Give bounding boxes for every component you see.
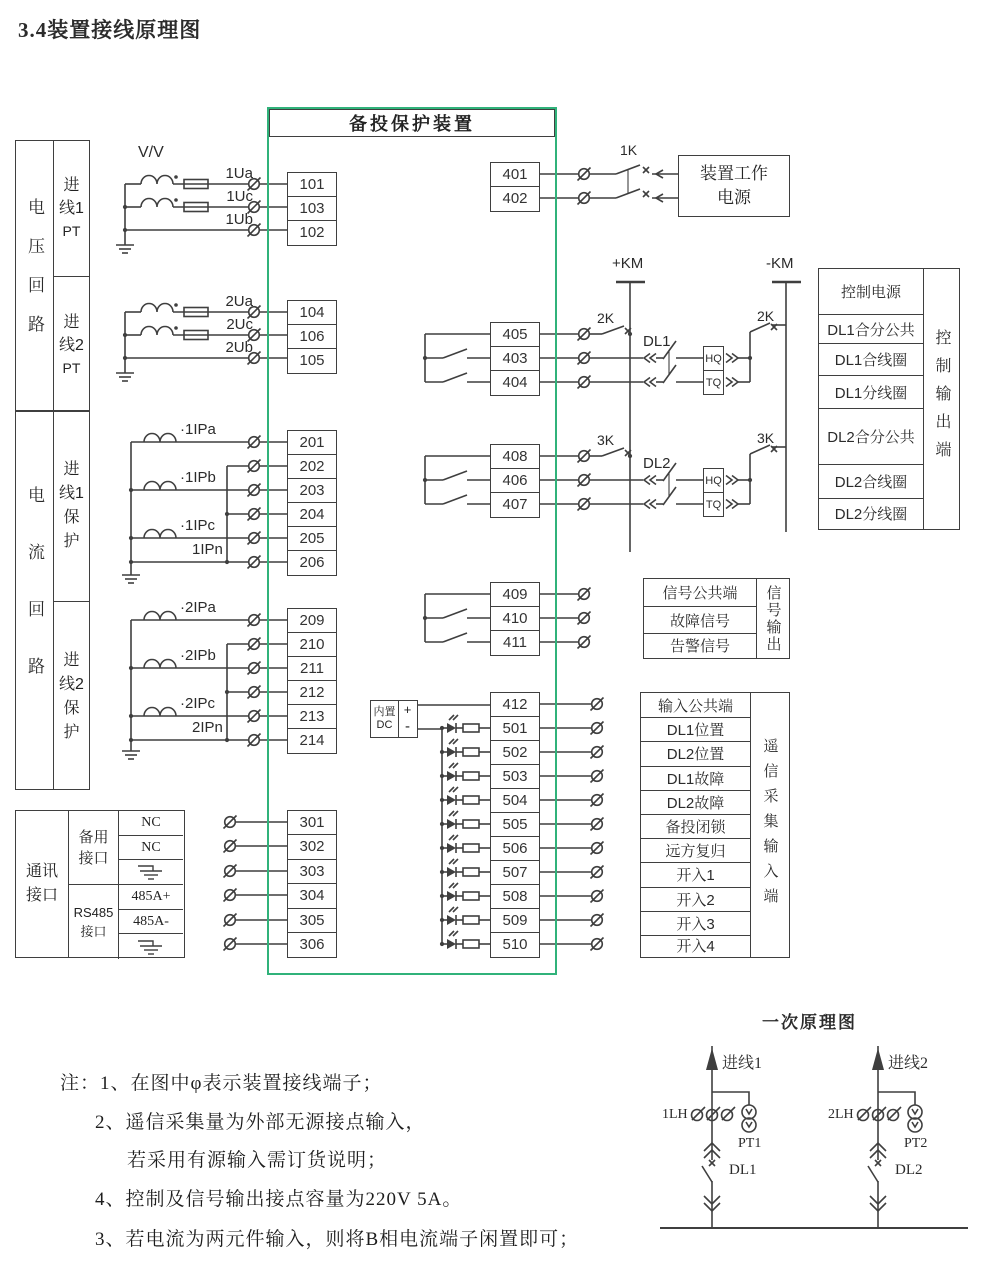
screw-terminal-icon <box>578 636 591 649</box>
switch-2k-label-right: 2K <box>757 308 775 324</box>
wire-label-1ipn: 1IPn <box>192 541 223 558</box>
wire-label-1ipc: ·1IPc <box>180 517 216 534</box>
control-row-dl1-trip: DL1分线圈 <box>819 375 923 408</box>
ct-coil-icon <box>144 434 176 443</box>
switch-3k-label-right: 3K <box>757 430 775 446</box>
control-row-dl1-close: DL1合线圈 <box>819 343 923 375</box>
terminal-405: 405 <box>490 322 540 348</box>
dc-label-line2: DC <box>376 719 393 731</box>
builtin-dc-box <box>370 700 418 738</box>
screw-terminal-icon <box>578 498 591 511</box>
terminal-506: 506 <box>490 836 540 862</box>
screw-terminal-icon <box>591 818 604 831</box>
feeder2-ct-label: 2LH <box>828 1107 854 1122</box>
remote-row-lockout: 备投闭锁 <box>641 814 750 838</box>
feeder1-ct-label: 1LH <box>662 1107 688 1122</box>
screw-terminal-icon <box>591 842 604 855</box>
control-row-dl2-trip: DL2分线圈 <box>819 498 923 528</box>
terminal-404: 404 <box>490 370 540 396</box>
switch-1k-label: 1K <box>620 142 638 158</box>
screw-terminal-icon <box>591 890 604 903</box>
device-title: 备投保护装置 <box>269 109 555 137</box>
comm-group-label: 通讯 接口 <box>16 811 69 957</box>
oneline-title: 一次原理图 <box>762 1013 857 1032</box>
screw-terminal-icon <box>248 638 261 651</box>
screw-terminal-icon <box>224 889 237 902</box>
dc-label-line1: 内置 <box>373 706 396 718</box>
screw-terminal-icon <box>248 614 261 627</box>
current-row-1: 进 线1 保 护 <box>59 461 84 550</box>
control-row-dl2-common: DL2合分公共 <box>819 408 923 464</box>
current-group-table <box>15 410 90 790</box>
switch-2k-label: 2K <box>597 310 615 326</box>
dc-minus: - <box>405 718 410 735</box>
ct-coil-icon <box>144 708 176 717</box>
note-2: 2、遥信采集量为外部无源接点输入， <box>95 1112 426 1133</box>
control-row-dl2-close: DL2合线圈 <box>819 464 923 498</box>
screw-terminal-icon <box>248 508 261 521</box>
feeder-arrow-icon <box>872 1048 884 1070</box>
terminal-509: 509 <box>490 908 540 934</box>
connector-chevrons-icon <box>644 500 656 509</box>
control-output-table <box>818 268 960 530</box>
screw-terminal-icon <box>578 192 591 205</box>
pt-coil-icon <box>141 304 173 313</box>
close-coil-hq-dl1: HQ <box>703 346 724 371</box>
ground-icon <box>116 238 134 253</box>
screw-terminal-icon <box>224 938 237 951</box>
switch-3k-label: 3K <box>597 432 615 448</box>
terminal-409: 409 <box>490 582 540 608</box>
connector-chevrons-icon <box>726 476 738 485</box>
control-row-power: 控制电源 <box>840 284 901 301</box>
terminal-201: 201 <box>287 430 337 456</box>
comm-port-rs485: RS485 接口 <box>69 884 119 959</box>
comm-port-spare: 备用 接口 <box>69 811 119 884</box>
screw-terminal-icon <box>224 840 237 853</box>
screw-terminal-icon <box>248 710 261 723</box>
terminal-209: 209 <box>287 608 337 634</box>
screw-terminal-icon <box>224 865 237 878</box>
voltage-row-1: 进 线1 PT <box>59 177 84 239</box>
screw-terminal-icon <box>224 816 237 829</box>
feeder2-breaker-label: DL2 <box>895 1162 923 1178</box>
terminal-505: 505 <box>490 812 540 838</box>
note-4: 4、控制及信号输出接点容量为220V 5A。 <box>95 1189 463 1210</box>
connector-chevrons-icon <box>644 476 656 485</box>
voltage-pt1-wiring <box>116 175 288 253</box>
wire-label-2ub: 2Ub <box>225 339 253 356</box>
terminal-508: 508 <box>490 884 540 910</box>
screw-terminal-icon <box>578 328 591 341</box>
ct-coil-icon <box>144 482 176 491</box>
screw-terminal-icon <box>248 662 261 675</box>
screw-terminal-icon <box>248 556 261 569</box>
connector-chevrons-icon <box>644 354 656 363</box>
current-ct2-wiring <box>122 612 288 760</box>
voltage-pt2-wiring <box>116 303 288 381</box>
remote-row-di2: 开入2 <box>641 887 750 911</box>
close-coil-hq-dl2: HQ <box>703 468 724 493</box>
comm-pin-nc-1: NC <box>141 815 161 830</box>
remote-table-side-label: 遥信采集输入端 <box>761 737 779 913</box>
km-minus-label: -KM <box>766 255 794 272</box>
breaker-dl2-label: DL2 <box>643 455 671 472</box>
terminal-410: 410 <box>490 606 540 632</box>
terminal-103: 103 <box>287 196 337 222</box>
screw-terminal-icon <box>591 770 604 783</box>
terminal-301: 301 <box>287 810 337 836</box>
terminal-411: 411 <box>490 630 540 656</box>
screw-terminal-icon <box>578 168 591 181</box>
screw-terminal-icon <box>591 914 604 927</box>
terminal-105: 105 <box>287 348 337 374</box>
ct-coil-icon <box>144 612 176 621</box>
terminal-402: 402 <box>490 186 540 212</box>
screw-terminal-icon <box>591 938 604 951</box>
remote-row-common: 输入公共端 <box>657 697 733 715</box>
current-row-2: 进 线2 保 护 <box>54 601 89 791</box>
pt-coil-icon <box>141 176 173 185</box>
voltage-group-label: 电压回路 <box>25 198 44 354</box>
note-1: 注：1、在图中φ表示装置接线端子； <box>60 1073 383 1094</box>
signal-table-side-label: 信号输出 <box>764 584 782 653</box>
wire-label-1ub: 1Ub <box>225 211 253 228</box>
terminal-102: 102 <box>287 220 337 246</box>
connector-chevrons-icon <box>726 378 738 387</box>
screw-terminal-icon <box>248 460 261 473</box>
wire-label-2ua: 2Ua <box>225 293 253 310</box>
current-ct1-wiring <box>122 434 288 584</box>
terminal-502: 502 <box>490 740 540 766</box>
terminal-203: 203 <box>287 478 337 504</box>
switch-x-mark <box>875 1160 881 1166</box>
connector-chevrons-icon <box>726 500 738 509</box>
ground-icon <box>122 568 140 583</box>
comm-pin-485a-plus: 485A+ <box>119 884 183 909</box>
wire-label-1ipb: ·1IPb <box>180 469 216 486</box>
screw-terminal-icon <box>578 588 591 601</box>
ground-icon <box>136 863 166 881</box>
km-plus-label: +KM <box>612 255 644 272</box>
terminal-507: 507 <box>490 860 540 886</box>
screw-terminal-icon <box>248 436 261 449</box>
wire-label-1uc: 1Uc <box>226 188 253 205</box>
switch-x-mark <box>643 167 649 173</box>
terminal-510: 510 <box>490 932 540 958</box>
wire-label-2ipn: 2IPn <box>192 719 223 736</box>
signal-output-table <box>643 578 790 659</box>
signal-row-fault: 故障信号 <box>644 606 756 633</box>
remote-row-dl2-pos: DL2位置 <box>641 741 750 765</box>
terminal-202: 202 <box>287 454 337 480</box>
pt-coil-icon <box>141 327 173 336</box>
screw-terminal-icon <box>578 612 591 625</box>
connector-chevrons-icon <box>644 378 656 387</box>
terminal-503: 503 <box>490 764 540 790</box>
terminal-412: 412 <box>490 692 540 718</box>
wire-label-2uc: 2Uc <box>226 316 253 333</box>
current-group-label: 电流回路 <box>25 486 44 714</box>
comm-pin-485a-minus: 485A- <box>119 909 183 933</box>
terminal-504: 504 <box>490 788 540 814</box>
vv-label: V/V <box>138 144 164 161</box>
screw-terminal-icon <box>578 450 591 463</box>
remote-row-di3: 开入3 <box>641 911 750 935</box>
terminal-303: 303 <box>287 859 337 885</box>
signal-row-common: 信号公共端 <box>662 585 738 602</box>
screw-terminal-icon <box>248 734 261 747</box>
trip-coil-tq-dl2: TQ <box>703 492 724 517</box>
remote-row-di4: 开入4 <box>641 935 750 956</box>
terminal-205: 205 <box>287 526 337 552</box>
ground-icon <box>116 366 134 381</box>
screw-terminal-icon <box>248 686 261 699</box>
ct-coil-icon <box>144 660 176 669</box>
feeder1-pt-label: PT1 <box>738 1136 762 1151</box>
switch-x-mark <box>643 191 649 197</box>
wire-label-2ipa: ·2IPa <box>180 599 216 616</box>
screw-terminal-icon <box>591 794 604 807</box>
screw-terminal-icon <box>591 746 604 759</box>
terminal-501: 501 <box>490 716 540 742</box>
feeder2-pt-label: PT2 <box>904 1136 928 1151</box>
working-power-box: 装置工作电源 <box>678 155 790 217</box>
screw-terminal-icon <box>591 722 604 735</box>
remote-row-remote-reset: 远方复归 <box>641 838 750 862</box>
terminal-306: 306 <box>287 932 337 958</box>
terminal-406: 406 <box>490 468 540 494</box>
feeder-arrow-icon <box>706 1048 718 1070</box>
terminal-104: 104 <box>287 300 337 326</box>
remote-row-dl2-fault: DL2故障 <box>641 790 750 814</box>
voltage-row-2: 进 线2 PT <box>54 276 89 413</box>
connector-chevrons-icon <box>726 354 738 363</box>
terminal-304: 304 <box>287 883 337 909</box>
terminal-204: 204 <box>287 502 337 528</box>
ct-coil-icon <box>144 530 176 539</box>
remote-row-dl1-pos: DL1位置 <box>641 717 750 741</box>
remote-row-di1: 开入1 <box>641 862 750 886</box>
wire-label-1ipa: ·1IPa <box>180 421 216 438</box>
screw-terminal-icon <box>578 474 591 487</box>
signal-row-alarm: 告警信号 <box>644 633 756 657</box>
trip-coil-tq-dl1: TQ <box>703 370 724 395</box>
terminal-403: 403 <box>490 346 540 372</box>
terminal-106: 106 <box>287 324 337 350</box>
screw-terminal-icon <box>248 532 261 545</box>
screw-terminal-icon <box>224 914 237 927</box>
terminal-210: 210 <box>287 632 337 658</box>
screw-terminal-icon <box>578 376 591 389</box>
wire-label-1ua: 1Ua <box>225 165 253 182</box>
screw-terminal-icon <box>578 352 591 365</box>
control-row-dl1-common: DL1合分公共 <box>819 314 923 343</box>
ground-icon <box>136 938 166 956</box>
comm-pin-nc-2: NC <box>119 835 183 859</box>
page-title: 3.4装置接线原理图 <box>18 18 202 42</box>
switch-x-mark <box>709 1160 715 1166</box>
terminal-305: 305 <box>287 908 337 934</box>
wire-label-2ipc: ·2IPc <box>180 695 216 712</box>
feeder1-label: 进线1 <box>722 1055 763 1072</box>
terminal-407: 407 <box>490 492 540 518</box>
screw-terminal-icon <box>248 484 261 497</box>
remote-row-dl1-fault: DL1故障 <box>641 766 750 790</box>
note-2b: 若采用有源输入需订货说明； <box>127 1150 388 1171</box>
terminal-401: 401 <box>490 162 540 188</box>
control-table-side-label: 控制输出端 <box>933 329 950 469</box>
terminal-302: 302 <box>287 834 337 860</box>
terminal-408: 408 <box>490 444 540 470</box>
terminal-214: 214 <box>287 728 337 754</box>
ground-icon <box>122 744 140 759</box>
feeder1-breaker-label: DL1 <box>729 1162 757 1178</box>
remote-input-table <box>640 692 790 958</box>
power-wiring <box>540 165 678 205</box>
terminal-211: 211 <box>287 656 337 682</box>
terminal-213: 213 <box>287 704 337 730</box>
dc-plus: + <box>403 702 412 717</box>
note-3: 3、若电流为两元件输入，则将B相电流端子闲置即可； <box>95 1229 580 1250</box>
wire-label-2ipb: ·2IPb <box>180 647 216 664</box>
comm-table <box>15 810 185 958</box>
screw-terminal-icon <box>591 866 604 879</box>
breaker-dl1-label: DL1 <box>643 333 671 350</box>
terminal-206: 206 <box>287 550 337 576</box>
terminal-101: 101 <box>287 172 337 198</box>
pt-coil-icon <box>141 199 173 208</box>
screw-terminal-icon <box>591 698 604 711</box>
feeder2-label: 进线2 <box>888 1055 929 1072</box>
voltage-group-table <box>15 140 90 412</box>
terminal-212: 212 <box>287 680 337 706</box>
